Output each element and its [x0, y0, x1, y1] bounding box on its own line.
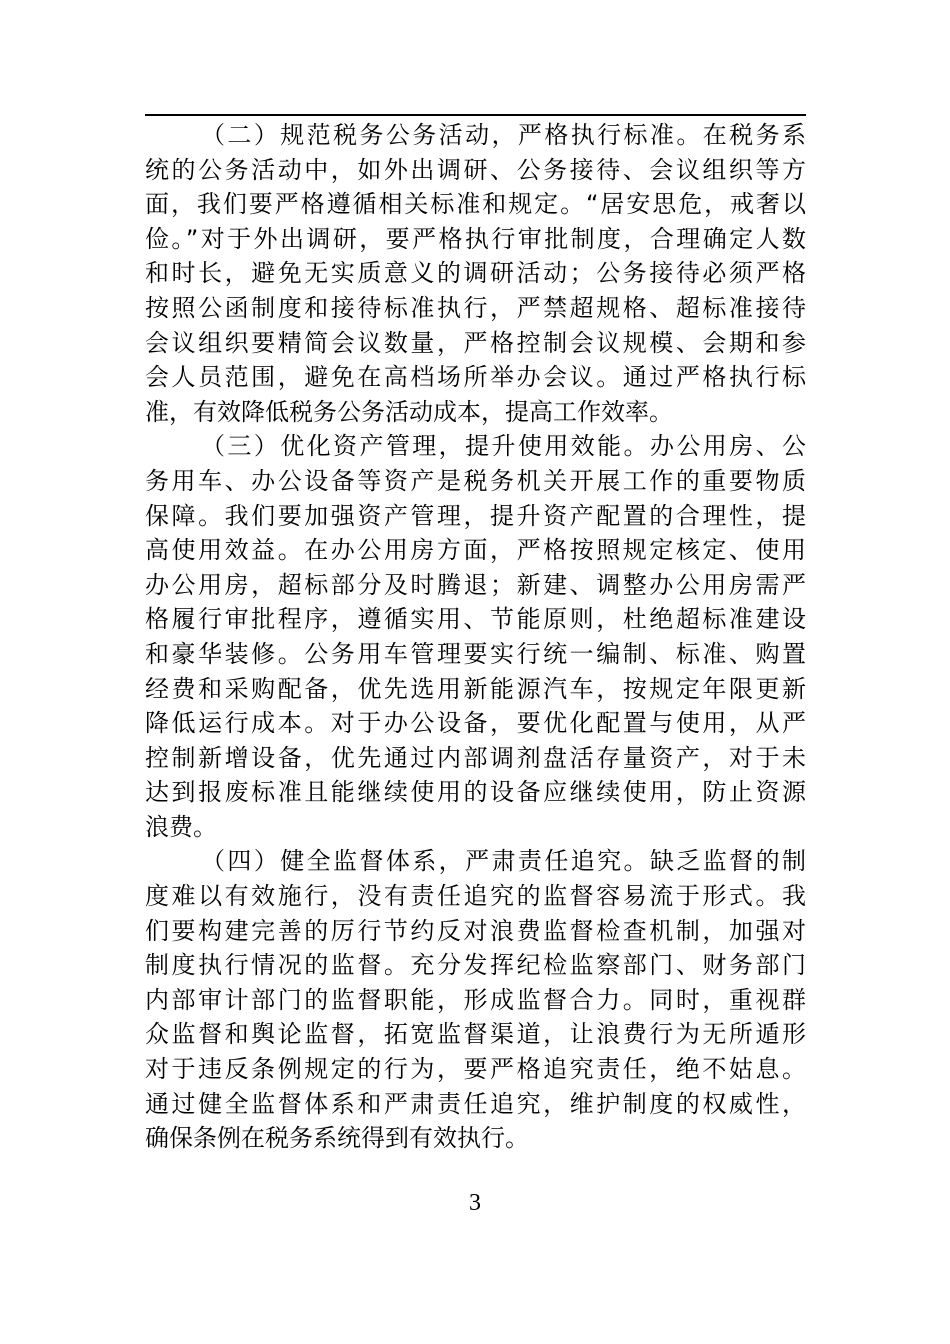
paragraph-line: 和时长，避免无实质意义的调研活动；公务接待必须严格 [145, 259, 806, 288]
paragraph-line: 度难以有效施行，没有责任追究的监督容易流于形式。我 [145, 882, 806, 911]
paragraph-line: 按照公函制度和接待标准执行，严禁超规格、超标准接待 [145, 293, 806, 322]
paragraph-line: 达到报废标准且能继续使用的设备应继续使用，防止资源 [145, 778, 806, 807]
paragraph-line: 内部审计部门的监督职能，形成监督合力。同时，重视群 [145, 985, 806, 1014]
paragraph-line: （四）健全监督体系，严肃责任追究。缺乏监督的制 [201, 847, 806, 876]
paragraph-line: 务用车、办公设备等资产是税务机关开展工作的重要物质 [145, 466, 806, 495]
paragraph-line: 控制新增设备，优先通过内部调剂盘活存量资产，对于未 [145, 743, 806, 772]
paragraph-line: 通过健全监督体系和严肃责任追究，维护制度的权威性， [145, 1089, 806, 1118]
paragraph-line: 会议组织要精简会议数量，严格控制会议规模、会期和参 [145, 328, 806, 357]
paragraph-line: （二）规范税务公务活动，严格执行标准。在税务系 [201, 121, 806, 149]
paragraph-line: 众监督和舆论监督，拓宽监督渠道，让浪费行为无所遁形 [145, 1020, 806, 1049]
paragraph-line: 统的公务活动中，如外出调研、公务接待、会议组织等方 [145, 155, 806, 184]
paragraph-line: 格履行审批程序，遵循实用、节能原则，杜绝超标准建设 [145, 605, 806, 634]
paragraph-line: 保障。我们要加强资产管理，提升资产配置的合理性，提 [145, 501, 806, 530]
paragraph-line: 经费和采购配备，优先选用新能源汽车，按规定年限更新 [145, 674, 806, 703]
page-number: 3 [469, 1190, 481, 1216]
paragraph-line: 们要构建完善的厉行节约反对浪费监督检查机制，加强对 [145, 916, 806, 945]
paragraph-line: （三）优化资产管理，提升使用效能。办公用房、公 [201, 432, 806, 461]
paragraph-line: 高使用效益。在办公用房方面，严格按照规定核定、使用 [145, 536, 806, 565]
paragraph-line: 和豪华装修。公务用车管理要实行统一编制、标准、购置 [145, 639, 806, 668]
paragraph-line: 降低运行成本。对于办公设备，要优化配置与使用，从严 [145, 709, 806, 738]
paragraph-line: 面，我们要严格遵循相关标准和规定。“居安思危，戒奢以 [145, 190, 806, 219]
paragraph-line: 办公用房，超标部分及时腾退；新建、调整办公用房需严 [145, 570, 806, 599]
paragraph-line: 会人员范围，避免在高档场所举办会议。通过严格执行标 [145, 363, 806, 392]
paragraph-line: 浪费。 [145, 812, 217, 841]
paragraph-line: 准，有效降低税务公务活动成本，提高工作效率。 [145, 397, 673, 426]
header-rule [145, 114, 806, 116]
paragraph-line: 俭。”对于外出调研，要严格执行审批制度，合理确定人数 [145, 224, 806, 253]
paragraph-line: 确保条例在税务系统得到有效执行。 [145, 1124, 529, 1153]
paragraph-line: 制度执行情况的监督。充分发挥纪检监察部门、财务部门 [145, 951, 806, 980]
body-text [145, 118, 806, 1156]
paragraph-line: 对于违反条例规定的行为，要严格追究责任，绝不姑息。 [145, 1055, 806, 1084]
